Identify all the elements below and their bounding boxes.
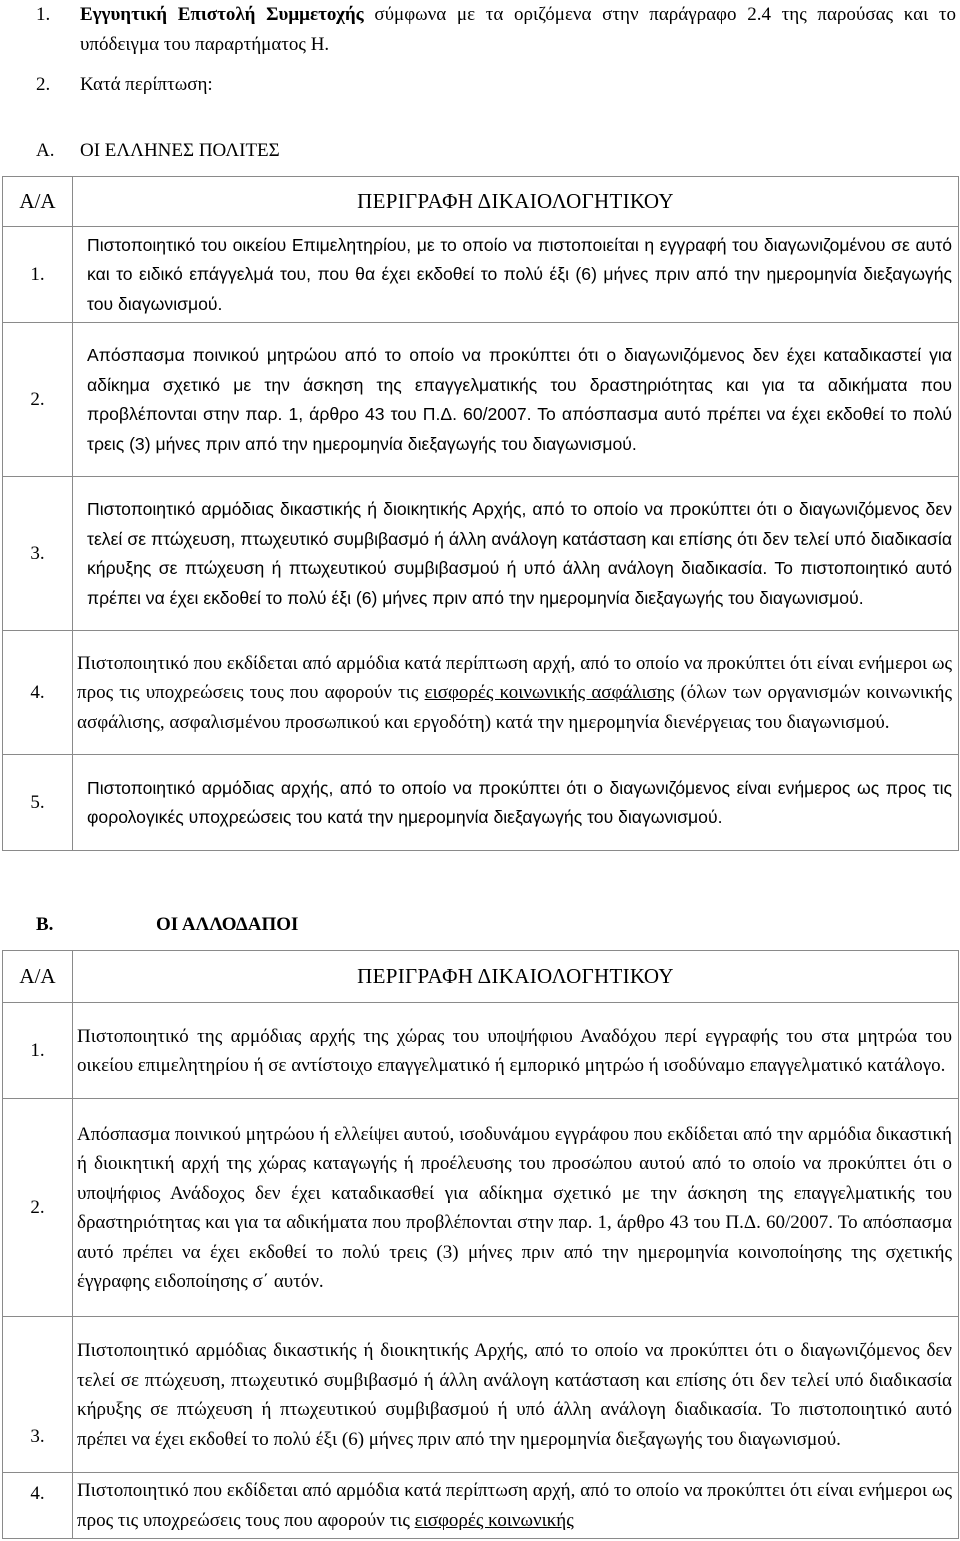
row-desc-cell: [73, 1003, 959, 1099]
item-text-rest: σύμφωνα με τα οριζόμενα στην παράγραφο 2.4 της παρούσας και το υπόδειγμα του παραρτήματος Η.: [80, 4, 957, 55]
row-desc-cell: [73, 631, 959, 755]
row-description: Πιστοποιητικό αρμόδιας αρχής, από το οποίο να προκύπτει ότι ο διαγωνιζόμενος είναι ενήμερος ως προς τις φορολογικές υποχρεώσεις του κατά την ημερομηνία διεξαγωγής του διαγωνισμού.: [87, 777, 952, 827]
table-row: [3, 227, 959, 323]
item-number: 1.: [36, 4, 51, 25]
section-b-table: [2, 950, 959, 1539]
table-row: [3, 477, 959, 631]
item-text: [80, 0, 956, 60]
row-description: Πιστοποιητικό της αρμόδιας αρχής της χώρας του υποψήφιου Αναδόχου περί εγγραφής του στα μητρώα του οικείου επιμελητηρίου ή σε αντίστοιχο επαγγελματικό ή εμπορικό μητρώο ή ισοδύναμο επαγγελματικό κατάλογο.: [77, 1025, 952, 1076]
row-description: Απόσπασμα ποινικού μητρώου ή ελλείψει αυτού, ισοδυνάμου εγγράφου που εκδίδεται από την αρμόδια δικαστική ή διοικητική αρχή της χώρας καταγωγής ή προέλευσης του προσώπου αυτού από το οποίο να προκύπτει ότι ο υποψήφιος Ανάδοχος δεν έχει καταδικασθεί για αδίκημα σχετικό με την άσκηση της επαγγελματικής του δραστηριότητας και για τα αδικήματα που προβλέπονται στην παρ. 1, άρθρο 43 του Π.Δ. 60/2007. Το απόσπασμα αυτό πρέπει να έχει εκδοθεί το πολύ τρεις (3) μήνες πριν από την ημερομηνία κοινοποίησης της σχετικής έγγραφης ειδοποίησης σ΄ αυτόν.: [77, 1123, 952, 1292]
section-b-heading: [36, 910, 298, 940]
table-row: [3, 1003, 959, 1099]
row-text-before: Πιστοποιητικό που εκδίδεται από αρμόδια κατά περίπτωση αρχή, από το οποίο να προκύπτει ότι είναι ενήμεροι ως προς τις υποχρεώσεις τους που αφορούν τις: [77, 652, 952, 704]
row-number: 2.: [3, 323, 73, 477]
item-number: 2.: [36, 74, 51, 95]
row-desc-cell: [73, 755, 959, 851]
row-desc-cell: [73, 1473, 959, 1539]
row-number: 1.: [3, 227, 73, 323]
row-number: 2.: [3, 1099, 73, 1317]
table-header-row: [3, 177, 959, 227]
intro-item-1: [36, 0, 956, 60]
row-description: [73, 1473, 958, 1537]
col-header-num: Α/Α: [3, 951, 73, 1003]
table-row: [3, 631, 959, 755]
row-number: 3.: [3, 477, 73, 631]
row-desc-cell: [73, 477, 959, 631]
row-number: 5.: [3, 755, 73, 851]
section-title: ΟΙ ΕΛΛΗΝΕΣ ΠΟΛΙΤΕΣ: [80, 140, 280, 161]
row-text-after: (όλων των οργανισμών κοινωνικής ασφάλισης, ασφαλισμένου προσωπικού και εργοδότη) κατά την ημερομηνία διενέργειας του διαγωνισμού.: [77, 682, 953, 733]
table-row: [3, 755, 959, 851]
table-header-row: [3, 951, 959, 1003]
row-description: Πιστοποιητικό του οικείου Επιμελητηρίου, με το οποίο να πιστοποιείται η εγγραφή του διαγωνιζομένου σε αυτό και το ειδικό επάγγελμά του, που θα έχει εκδοθεί το πολύ έξι (6) μήνες πριν από την ημερομηνία διεξαγωγής του διαγωνισμού.: [87, 234, 952, 314]
row-number: 3.: [3, 1317, 73, 1473]
row-desc-cell: [73, 1317, 959, 1473]
item-text: Κατά περίπτωση:: [80, 74, 213, 95]
section-title: ΟΙ ΑΛΛΟΔΑΠΟΙ: [156, 914, 299, 935]
row-description: Πιστοποιητικό αρμόδιας δικαστικής ή διοικητικής Αρχής, από το οποίο να προκύπτει ότι ο διαγωνιζόμενος δεν τελεί σε πτώχευση, πτωχευτικό συμβιβασμό ή άλλη ανάλογη κατάσταση και επίσης ότι δεν τελεί υπό διαδικασία κήρυξης σε πτώχευση ή πτωχευτικού συμβιβασμού ή υπό άλλη ανάλογη διαδικασία. Το πιστοποιητικό αυτό πρέπει να έχει εκδοθεί το πολύ έξι (6) μήνες πριν από την ημερομηνία διεξαγωγής του διαγωνισμού.: [77, 1340, 952, 1450]
row-number: 4.: [3, 1473, 73, 1539]
section-a-heading: [36, 136, 280, 166]
row-description: [73, 646, 958, 740]
col-header-desc: ΠΕΡΙΓΡΑΦΗ ΔΙΚΑΙΟΛΟΓΗΤΙΚΟΥ: [73, 177, 959, 227]
section-letter: Β.: [36, 914, 54, 935]
row-description: Απόσπασμα ποινικού μητρώου από το οποίο να προκύπτει ότι ο διαγωνιζόμενος δεν έχει καταδικαστεί για αδίκημα σχετικό με την άσκηση της επαγγελματικής του δραστηριότητας και για τα αδικήματα που προβλέπονται στην παρ. 1, άρθρο 43 του Π.Δ. 60/2007. Το απόσπασμα αυτό πρέπει να έχει εκδοθεί το πολύ τρεις (3) μήνες πριν από την ημερομηνία διεξαγωγής του διαγωνισμού.: [87, 345, 952, 454]
underlined-term: εισφορές κοινωνικής: [414, 1509, 574, 1531]
table-row: [3, 1317, 959, 1473]
section-a-table: [2, 176, 959, 851]
col-header-desc: ΠΕΡΙΓΡΑΦΗ ΔΙΚΑΙΟΛΟΓΗΤΙΚΟΥ: [73, 951, 959, 1003]
row-desc-cell: [73, 227, 959, 323]
section-letter: Α.: [36, 140, 55, 161]
table-row: [3, 1099, 959, 1317]
table-row: [3, 323, 959, 477]
col-header-num: Α/Α: [3, 177, 73, 227]
row-description: Πιστοποιητικό αρμόδιας δικαστικής ή διοικητικής Αρχής, από το οποίο να προκύπτει ότι ο διαγωνιζόμενος δεν τελεί σε πτώχευση, πτωχευτικό συμβιβασμό ή άλλη ανάλογη κατάσταση και επίσης ότι δεν τελεί υπό διαδικασία κήρυξης σε πτώχευση ή πτωχευτικού συμβιβασμού ή υπό άλλη ανάλογη διαδικασία. Το πιστοποιητικό αυτό πρέπει να έχει εκδοθεί το πολύ έξι (6) μήνες πριν από την ημερομηνία διεξαγωγής του διαγωνισμού.: [87, 499, 952, 608]
row-desc-cell: [73, 1099, 959, 1317]
underlined-term: εισφορές κοινωνικής ασφάλισης: [424, 682, 675, 704]
row-number: 4.: [3, 631, 73, 755]
row-number: 1.: [3, 1003, 73, 1099]
table-row: [3, 1473, 959, 1539]
row-text-before: Πιστοποιητικό που εκδίδεται από αρμόδια κατά περίπτωση αρχή, από το οποίο να προκύπτει ότι είναι ενήμεροι ως προς τις υποχρεώσεις τους που αφορούν τις: [77, 1480, 952, 1531]
row-desc-cell: [73, 323, 959, 477]
bold-heading: Εγγυητική Επιστολή Συμμετοχής: [80, 4, 364, 25]
intro-item-2: [36, 70, 213, 100]
